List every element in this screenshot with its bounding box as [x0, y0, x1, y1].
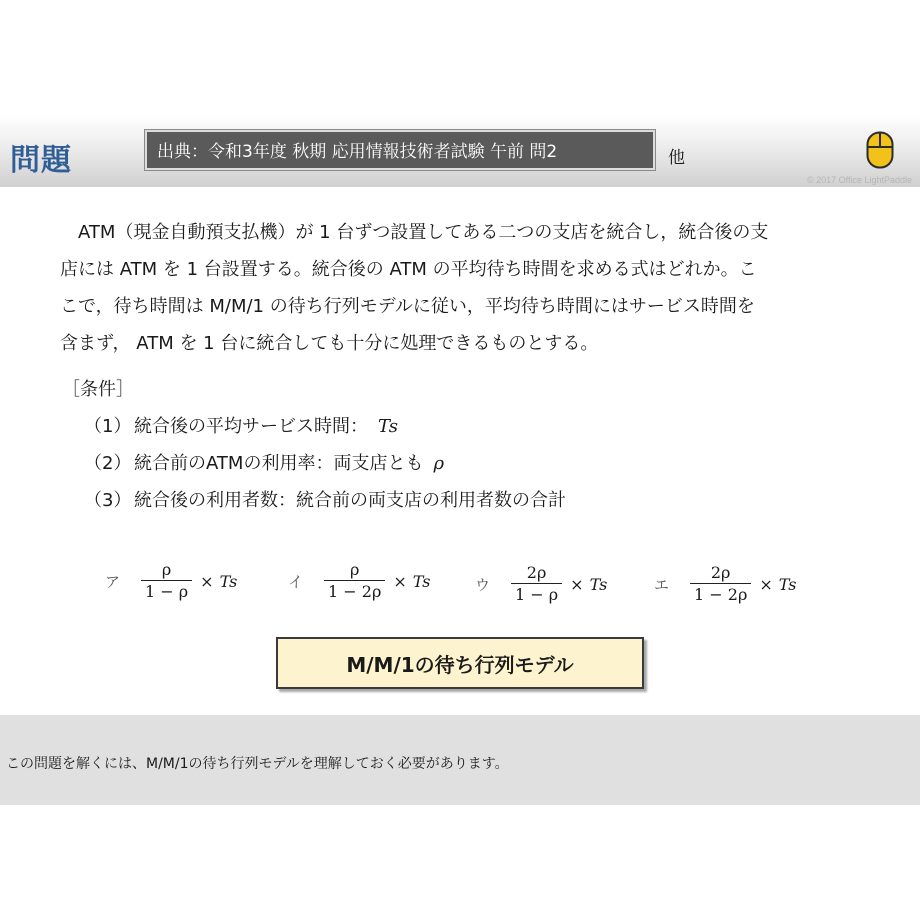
fraction-numerator: ρ — [161, 559, 172, 579]
fraction-denominator: 1 − ρ — [145, 581, 189, 601]
choice-u — [475, 559, 607, 609]
choice-a — [105, 556, 237, 606]
choice-label: エ — [654, 575, 670, 594]
conditions-block — [62, 372, 566, 519]
times-sign: × — [393, 571, 407, 591]
fraction — [324, 560, 385, 603]
copyright-text: © 2017 Office LightPaddle — [806, 175, 912, 185]
fraction — [690, 563, 751, 606]
page-title: 問題 — [10, 143, 72, 178]
service-time-variable: Ts — [778, 574, 797, 594]
mouse-icon — [866, 131, 894, 169]
fraction — [511, 563, 562, 606]
times-sign: × — [570, 574, 584, 594]
service-time-variable: Ts — [589, 574, 608, 594]
condition-text: 統合前のATMの利用率：両支店とも — [134, 453, 424, 474]
note-bar — [0, 715, 920, 805]
choice-i — [288, 556, 430, 606]
fraction-numerator: ρ — [349, 559, 360, 579]
condition-text: 統合後の平均サービス時間： — [134, 416, 368, 437]
choice-label: イ — [288, 572, 304, 591]
condition-number: （2） — [84, 453, 132, 474]
times-sign: × — [759, 574, 773, 594]
times-sign: × — [200, 571, 214, 591]
question-line: こで，待ち時間は M/M/1 の待ち行列モデルに従い，平均待ち時間にはサービス時間を — [60, 296, 755, 317]
source-label: 出典：令和3年度 秋期 応用情報技術者試験 午前 問2 — [145, 130, 655, 170]
question-line: 店には ATM を 1 台設置する。統合後の ATM の平均待ち時間を求める式はどれか。こ — [60, 259, 757, 280]
question-line: ATM（現金自動預支払機）が 1 台ずつ設置してある二つの支店を統合し，統合後の支 — [78, 222, 769, 243]
condition-number: （3） — [84, 490, 132, 511]
fraction-numerator: 2ρ — [526, 562, 547, 582]
service-time-variable: Ts — [219, 571, 238, 591]
mm1-model-button[interactable]: M/M/1の待ち行列モデル — [276, 637, 644, 689]
question-line: 含まず， ATM を 1 台に統合しても十分に処理できるものとする。 — [60, 333, 599, 354]
condition-variable: ρ — [433, 453, 445, 474]
fraction — [141, 560, 192, 603]
fraction-denominator: 1 − 2ρ — [694, 584, 748, 604]
conditions-title: ［条件］ — [62, 379, 134, 400]
condition-item — [62, 445, 566, 482]
fraction-denominator: 1 − ρ — [515, 584, 559, 604]
condition-variable: Ts — [378, 416, 398, 437]
choice-label: ウ — [475, 575, 491, 594]
condition-item — [62, 482, 566, 519]
condition-item — [62, 408, 566, 445]
service-time-variable: Ts — [412, 571, 431, 591]
choice-e — [654, 559, 796, 609]
header-bar — [0, 115, 920, 187]
question-text — [60, 214, 870, 362]
fraction-numerator: 2ρ — [710, 562, 731, 582]
choice-label: ア — [105, 572, 121, 591]
source-other-label: 他 — [668, 148, 685, 168]
condition-text: 統合後の利用者数：統合前の両支店の利用者数の合計 — [134, 490, 566, 511]
condition-number: （1） — [84, 416, 132, 437]
note-text: この問題を解くには、M/M/1の待ち行列モデルを理解しておく必要があります。 — [6, 756, 509, 772]
fraction-denominator: 1 − 2ρ — [328, 581, 382, 601]
